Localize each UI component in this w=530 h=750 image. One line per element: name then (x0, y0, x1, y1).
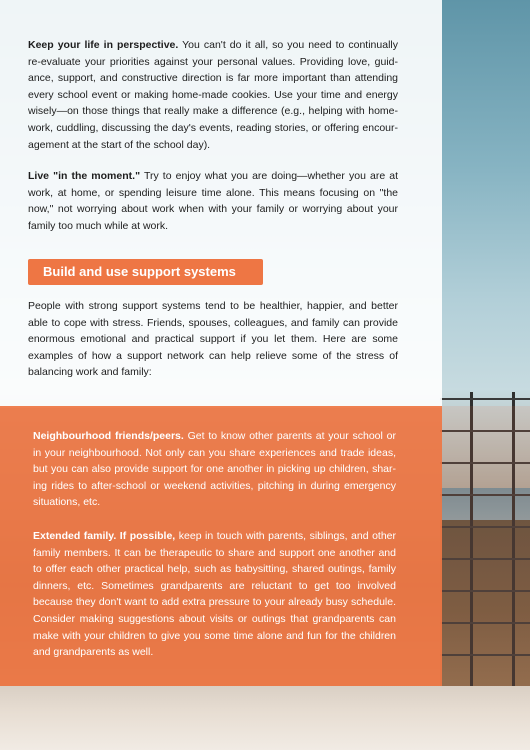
orange-tint (442, 406, 530, 686)
section-heading: Build and use support systems (43, 264, 236, 279)
paragraph-body: Try to enjoy what you are doing—whether you are at work, at home, or spending leisure time alone. This means focusing on "the now," not worrying about work when with your family or worrying about your family too much while at work. (28, 170, 399, 232)
paragraph-lead: Live "in the moment." (28, 170, 141, 182)
paragraph-lead: Neighbourhood friends/peers. (33, 430, 184, 442)
paragraph-lead: Extended family. If possible, (33, 530, 176, 542)
paragraph-moment (28, 168, 398, 234)
railing-bar (440, 398, 530, 400)
paragraph-perspective (28, 37, 398, 153)
paragraph-body: keep in touch with parents, siblings, and other family members. It can be therapeutic to share and support one another and to offer each other practical help, such as babysitting, shared outings, family dinners, etc. Sometimes grandparents are reluctant to get too involved because they don't want to add extra pressure to your already busy schedule. Consider making suggestions about visits or outings that grandparents can make with your children to give you some time alone and fun for the children and grandparents as well. (33, 530, 397, 659)
paragraph-support-intro: People with strong support systems tend to be healthier, happier, and better able to cope with stress. Friends, spouses, colleagues, and family can provide enormous emotional and practical support if you let them. Here are some examples of how a support network can help relieve some of the stress of balancing work and family: (28, 300, 398, 379)
background-deck (0, 686, 530, 750)
paragraph-lead: Keep your life in perspective. (28, 39, 179, 51)
paragraph-body: You can't do it all, so you need to continually re-evaluate your priorities against your personal values. Providing love, guid-ance, support, and constructive direction is far more important than attending every school event or making home-made cookies. Use your time and energy wisely—on those things that really make a difference (e.g., helping with home-work, cuddling, discussing the day's events, reading stories, or offering encour-agement at the start of the school day). (28, 39, 398, 151)
paragraph-extended-family (33, 528, 396, 661)
paragraph-neighbourhood (33, 428, 396, 511)
paragraph-body: Get to know other parents at your school or in your neighbourhood. Not only can you share experiences and trade ideas, but you can also provide support for one another in picking up children, shar-ing rides to after-school or weekend activities, pitching in during emergency situations, etc. (33, 430, 396, 509)
